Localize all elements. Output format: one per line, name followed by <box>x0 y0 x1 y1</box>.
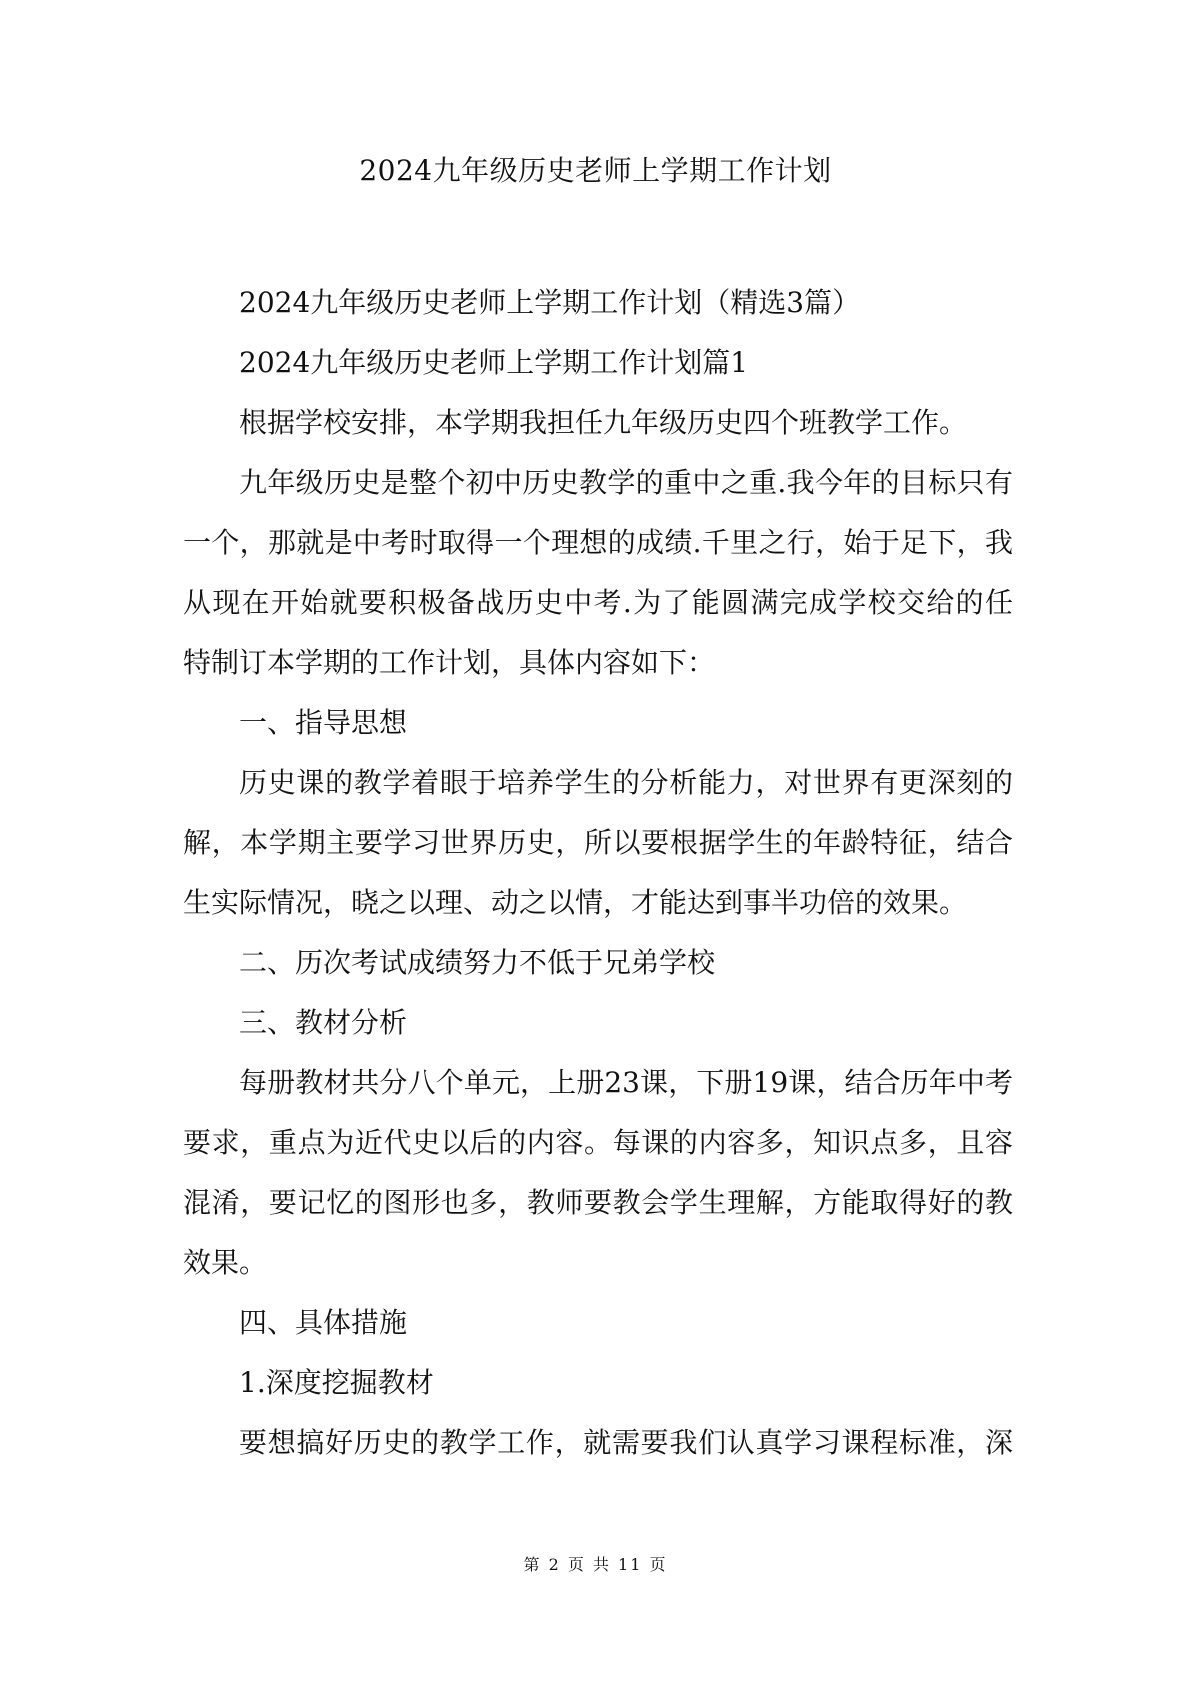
body-line: 效果。 <box>183 1246 268 1279</box>
body-line: 混淆，要记忆的图形也多，教师要教会学生理解，方能取得好的教 <box>183 1186 1013 1219</box>
body-line: 每册教材共分八个单元，上册23课，下册19课，结合历年中考 <box>239 1066 1013 1099</box>
body-line: 1.深度挖掘教材 <box>239 1366 434 1399</box>
document-body <box>183 273 1013 1473</box>
body-line: 2024九年级历史老师上学期工作计划（精选3篇） <box>239 286 861 319</box>
body-line: 根据学校安排，本学期我担任九年级历史四个班教学工作。 <box>239 406 968 439</box>
body-line: 从现在开始就要积极备战历史中考.为了能圆满完成学校交给的任 <box>183 586 1013 619</box>
body-line: 要想搞好历史的教学工作，就需要我们认真学习课程标准，深 <box>239 1426 1013 1459</box>
body-line: 特制订本学期的工作计划，具体内容如下： <box>183 646 716 679</box>
document-title: 2024九年级历史老师上学期工作计划 <box>359 154 832 187</box>
body-line: 九年级历史是整个初中历史教学的重中之重.我今年的目标只有 <box>239 466 1013 499</box>
body-line: 一个，那就是中考时取得一个理想的成绩.千里之行，始于足下，我 <box>183 526 1013 559</box>
page-footer: 第 2 页 共 11 页 <box>523 1555 668 1574</box>
body-line: 2024九年级历史老师上学期工作计划篇1 <box>239 346 749 379</box>
body-line: 生实际情况，晓之以理、动之以情，才能达到事半功倍的效果。 <box>183 886 968 919</box>
body-line: 二、历次考试成绩努力不低于兄弟学校 <box>239 946 716 979</box>
body-line: 历史课的教学着眼于培养学生的分析能力，对世界有更深刻的 <box>239 766 1013 799</box>
body-line: 解，本学期主要学习世界历史，所以要根据学生的年龄特征，结合 <box>183 826 1013 859</box>
body-line: 三、教材分析 <box>239 1006 408 1039</box>
body-line: 四、具体措施 <box>239 1306 408 1339</box>
body-line: 一、指导思想 <box>239 706 408 739</box>
body-line: 要求，重点为近代史以后的内容。每课的内容多，知识点多，且容 <box>183 1126 1013 1159</box>
